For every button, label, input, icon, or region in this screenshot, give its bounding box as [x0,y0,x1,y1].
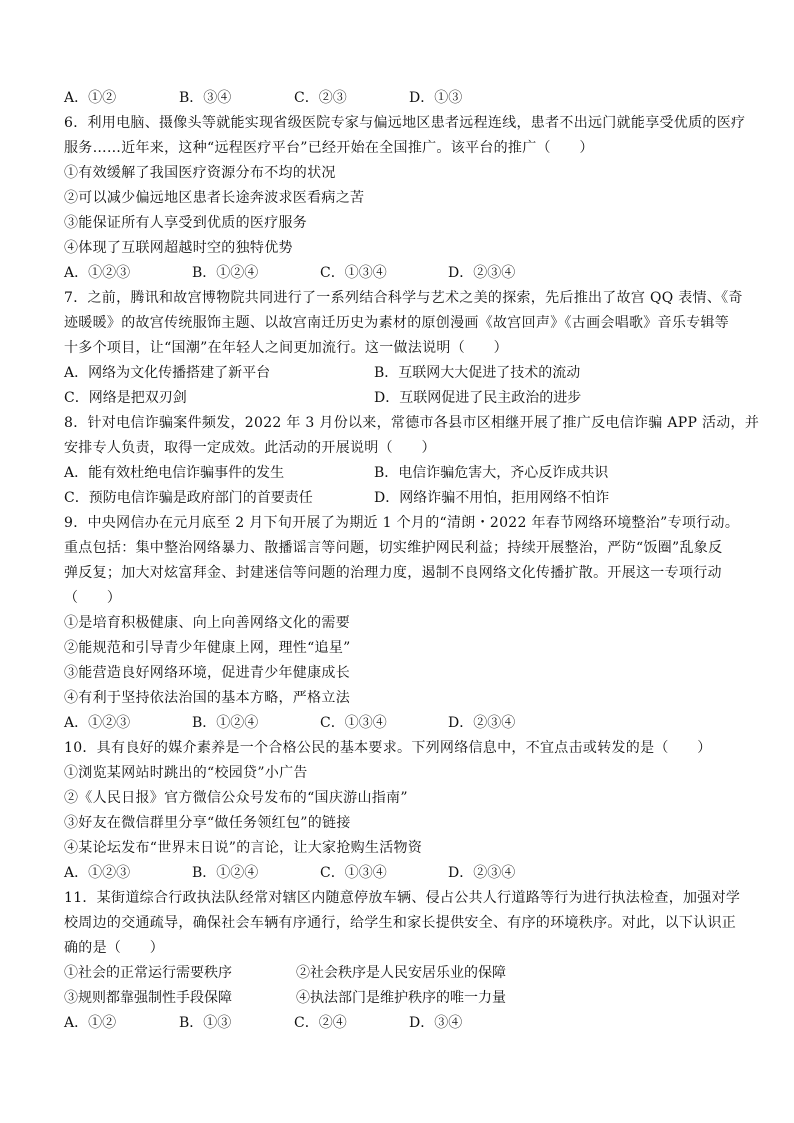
q9-item-1: ①是培育积极健康、向上向善网络文化的需要 [64,615,350,631]
q9-option-d: D．②③④ [448,715,516,731]
q6-option-d: D．②③④ [448,265,516,281]
q8-option-a: A．能有效杜绝电信诈骗事件的发生 [64,465,285,481]
q11-item-1: ①社会的正常运行需要秩序 [64,965,232,981]
q7-options-row-2 [64,386,744,411]
q10-options [64,861,744,886]
q5-option-b: B．③④ [179,90,232,106]
q8-stem-line-2: 安排专人负责，取得一定成效。此活动的开展说明（ ） [64,440,436,456]
q10-option-a: A．①②③ [64,865,131,881]
q11-items-row-1 [64,961,744,986]
q11-options [64,1011,744,1036]
q10-option-c: C．①③④ [320,865,387,881]
question-8 [64,411,760,511]
q6-item-2: ②可以减少偏远地区患者长途奔波求医看病之苦 [64,190,365,206]
q10-item-2: ②《人民日报》官方微信公众号发布的“国庆游山指南” [64,790,408,806]
q9-item-3: ③能营造良好网络环境，促进青少年健康成长 [64,665,350,681]
q9-stem-line-4: （ ） [64,590,122,606]
q6-option-c: C．①③④ [320,265,387,281]
q11-item-4: ④执法部门是维护秩序的唯一力量 [296,990,506,1006]
q9-stem-line-2: 重点包括：集中整治网络暴力、散播谣言等问题，切实维护网民利益；持续开展整治，严防“饭圈”乱象反 [64,540,723,556]
q6-option-b: B．①②④ [192,265,259,281]
q7-stem-line-3: 十多个项目，让“国潮”在年轻人之间更加流行。这一做法说明（ ） [64,340,508,356]
q11-stem-line-3: 确的是（ ） [64,940,165,956]
q11-option-b: B．①③ [179,1015,232,1031]
q9-item-2: ②能规范和引导青少年健康上网，理性“追星” [64,640,351,656]
q6-item-4: ④体现了互联网超越时空的独特优势 [64,240,293,256]
q9-options [64,711,744,736]
q11-items-row-2 [64,986,744,1011]
q5-option-d: D．①③ [409,90,463,106]
q10-item-4: ④某论坛发布“世界末日说”的言论，让大家抢购生活物资 [64,840,423,856]
q6-option-a: A．①②③ [64,265,131,281]
q6-item-3: ③能保证所有人享受到优质的医疗服务 [64,215,308,231]
q7-option-d: D．互联网促进了民主政治的进步 [374,390,582,406]
q9-option-c: C．①③④ [320,715,387,731]
q7-option-b: B．互联网大大促进了技术的流动 [374,365,581,381]
q10-item-1: ①浏览某网站时跳出的“校园贷”小广告 [64,765,308,781]
q10-option-d: D．②③④ [448,865,516,881]
q7-option-c: C．网络是把双刃剑 [64,390,187,406]
q5-option-a: A．①② [64,90,117,106]
q11-option-d: D．③④ [409,1015,463,1031]
question-9 [64,511,744,736]
q5-option-c: C．②③ [294,90,347,106]
question-10 [64,736,744,886]
q8-stem-line-1: 8．针对电信诈骗案件频发，2022 年 3 月份以来，常德市各县市区相继开展了推广反电信诈骗 APP 活动，并 [64,415,760,431]
q9-stem-line-1: 9．中央网信办在元月底至 2 月下旬开展了为期近 1 个月的“清朗・2022 年春节网络环境整治”专项行动。 [64,515,740,531]
question-7 [64,286,744,411]
q8-option-d: D．网络诈骗不用怕，拒用网络不怕诈 [374,490,610,506]
q7-option-a: A．网络为文化传播搭建了新平台 [64,365,271,381]
q9-option-a: A．①②③ [64,715,131,731]
question-11 [64,886,744,1036]
q10-option-b: B．①②④ [192,865,259,881]
q10-stem-line-1: 10．具有良好的媒介素养是一个合格公民的基本要求。下列网络信息中，不宜点击或转发的是（ ） [64,740,712,756]
exam-page [64,86,760,1036]
q11-stem-line-2: 校周边的交通疏导，确保社会车辆有序通行，给学生和家长提供安全、有序的环境秩序。对此，以下认识正 [64,915,737,931]
q11-option-a: A．①② [64,1015,117,1031]
q6-stem-line-2: 服务……近年来，这种“远程医疗平台”已经开始在全国推广。该平台的推广（ ） [64,140,594,156]
q6-options [64,261,744,286]
q9-stem-line-3: 弹反复；加大对炫富拜金、封建迷信等问题的治理力度，遏制不良网络文化传播扩散。开展这一专项行动 [64,565,722,581]
q11-option-c: C．②④ [294,1015,347,1031]
q6-item-1: ①有效缓解了我国医疗资源分布不均的状况 [64,165,336,181]
q7-stem-line-2: 迹暖暖》的故宫传统服饰主题、以故宫南迁历史为素材的原创漫画《故宫回声》《古画会唱歌》音乐专辑等 [64,315,730,331]
q8-options-row-1 [64,461,744,486]
q11-item-3: ③规则都靠强制性手段保障 [64,990,232,1006]
q6-stem-line-1: 6．利用电脑、摄像头等就能实现省级医院专家与偏远地区患者远程连线，患者不出远门就能享受优质的医疗 [64,115,746,131]
q5-options [64,86,744,111]
q7-options-row-1 [64,361,744,386]
q8-option-b: B．电信诈骗危害大，齐心反诈成共识 [374,465,609,481]
q11-item-2: ②社会秩序是人民安居乐业的保障 [296,965,506,981]
question-6 [64,111,744,286]
q7-stem-line-1: 7．之前，腾讯和故宫博物院共同进行了一系列结合科学与艺术之美的探索，先后推出了故宫 QQ 表情、《奇 [64,290,743,306]
q8-option-c: C．预防电信诈骗是政府部门的首要责任 [64,490,313,506]
q10-item-3: ③好友在微信群里分享“做任务领红包”的链接 [64,815,351,831]
q11-stem-line-1: 11．某街道综合行政执法队经常对辖区内随意停放车辆、侵占公共人行道路等行为进行执法检查，加强对学 [64,890,741,906]
q9-option-b: B．①②④ [192,715,259,731]
q8-options-row-2 [64,486,744,511]
q9-item-4: ④有利于坚持依法治国的基本方略，严格立法 [64,690,350,706]
